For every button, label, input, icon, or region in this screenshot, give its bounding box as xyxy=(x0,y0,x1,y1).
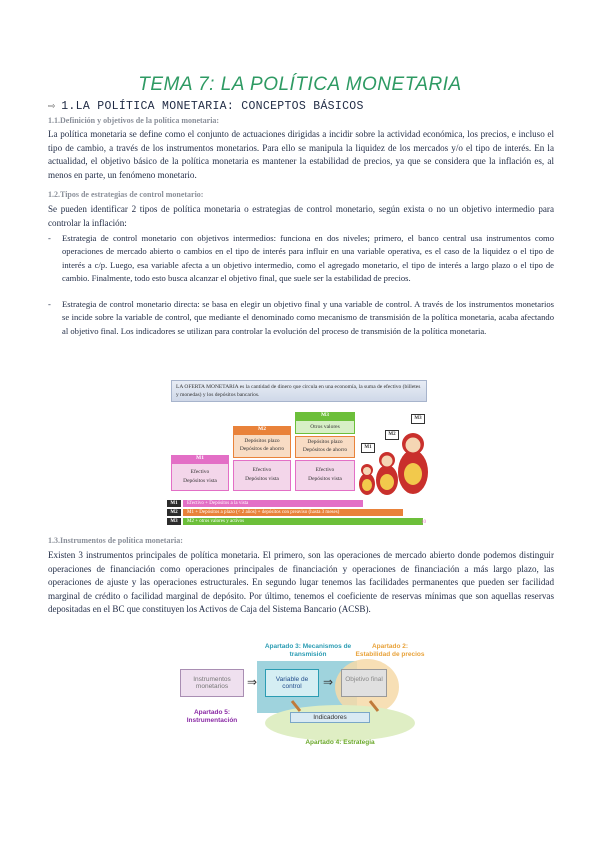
row-m3: M2 + otros valores y activos xyxy=(183,518,423,525)
m2-header xyxy=(233,426,291,434)
arrow-right-icon: ⇒ xyxy=(323,675,334,689)
m3-item: Depósitos vista xyxy=(308,476,342,482)
m2-upper-block xyxy=(233,434,291,458)
doll-small-icon xyxy=(359,464,375,495)
m3-bottom-block xyxy=(295,460,355,491)
m1-item: Efectivo xyxy=(190,469,210,475)
m3-item: Otros valores xyxy=(310,424,340,430)
paragraph-strategies: Se pueden identificar 2 tipos de política monetaria o estrategias de control monetario, según exista o no un objetivo intermedio para controlar la inflación: xyxy=(48,204,554,228)
m2-lower-block xyxy=(233,460,291,491)
arrow-right-icon: ⇒ xyxy=(247,675,258,689)
paragraph-definition: La política monetaria se define como el conjunto de actuaciones dirigidas a incidir sobre la actividad económica, los precios, e incluso el tipo de cambio, a través de los instrumentos monetarios. Para ello se manipula la liquidez de los mercados y/o el tipo de interés. En la actualidad, el objetivo básico de la política monetaria es mantener la estabilidad de precios, ya que se considera que la inflación es, al menos en parte, un fenómeno monetario. xyxy=(48,129,554,180)
m3-label: M3 xyxy=(321,412,329,418)
m3-item: Depósitos de ahorro xyxy=(302,447,348,453)
m1-header xyxy=(171,455,229,463)
m1-item: Depósitos vista xyxy=(183,478,217,484)
row-m1: Efectivo + Depósitos a la vista xyxy=(183,500,363,507)
indicadores-box: Indicadores xyxy=(290,712,370,723)
subsection-1-1: 1.1.Definición y objetivos de la política monetaria: xyxy=(48,116,220,125)
row-label-m2: M2 xyxy=(167,509,181,516)
subsection-1-2: 1.2.Tipos de estrategias de control monetario: xyxy=(48,190,204,199)
instrumentos-box: Instrumentos monetarios xyxy=(180,669,244,697)
list-item-strategy-direct xyxy=(48,298,554,338)
arrow-right-icon: ⇨ xyxy=(48,100,56,113)
apartado-2-label: Apartado 2: Estabilidad de precios xyxy=(355,643,425,658)
m2-item: Depósitos plazo xyxy=(244,438,280,444)
m3-mid-block xyxy=(295,436,355,458)
doll-label-m3: M3 xyxy=(411,414,425,424)
bullet-dash: - xyxy=(48,233,51,243)
m1-label: M1 xyxy=(196,455,204,461)
figure-page-number: 10 xyxy=(421,520,426,525)
bullet-text: Estrategia de control monetario directa: se basa en elegir un objetivo final y una variable de control. A través de los instrumentos monetarios se incide sobre la variable de control, que mediante el denominado como mecanismo de transmisión de la política monetaria, acaba afectando al objetivo final. Los indicadores se utilizan para controlar la evolución del proceso de transmisión de la política monetaria. xyxy=(62,299,554,336)
variable-control-box: Variable de control xyxy=(265,669,319,697)
m2-label: M2 xyxy=(258,426,266,432)
row-label-m1: M1 xyxy=(167,500,181,507)
paragraph-instruments: Existen 3 instrumentos principales de política monetaria. El primero, son las operaciones de mercado abierto donde podemos distinguir operaciones de financiación como operaciones principales de financiación y operaciones de financiación a más largo plazo, las operaciones de ajuste y las operaciones estructurales. En segundo lugar tenemos las facilidades permanentes que pueden ser facilidad marginal de crédito o facilidad marginal de depósito. Por último, tenemos el coeficiente de reservas mínimas que son aquellas reservas depositadas en el BC que constituyen los Activos de Caja del Sistema Bancario (ACSB). xyxy=(48,550,554,615)
m3-item: Depósitos plazo xyxy=(307,439,343,445)
money-supply-figure xyxy=(165,380,433,528)
figure-banner: LA OFERTA MONETARIA es la cantidad de dinero que circula en una economía, la suma de efectivo (billetes y monedas) y los depósitos bancarios. xyxy=(171,380,427,402)
row-label-m3: M3 xyxy=(167,518,181,525)
m3-top-block xyxy=(295,420,355,434)
m2-item: Efectivo xyxy=(252,467,272,473)
section-heading-text: 1.LA POLÍTICA MONETARIA: CONCEPTOS BÁSICOS xyxy=(61,100,364,113)
doll-label-m1: M1 xyxy=(361,443,375,453)
subsection-1-3: 1.3.Instrumentos de política monetaria: xyxy=(48,536,183,545)
m3-item: Efectivo xyxy=(315,467,335,473)
apartado-4-label: Apartado 4: Estrategia xyxy=(305,739,375,746)
m1-block xyxy=(171,463,229,491)
row-m2: M1 + Depósitos a plazo (< 2 años) + depósitos con preaviso (hasta 3 meses) xyxy=(183,509,403,516)
doll-label-m2: M2 xyxy=(385,430,399,440)
apartado-5-label: Apartado 5: Instrumentación xyxy=(186,709,238,724)
m2-item: Depósitos vista xyxy=(245,476,279,482)
objetivo-final-box: Objetivo final xyxy=(341,669,387,697)
bullet-text: Estrategia de control monetario con objetivos intermedios: funciona en dos niveles; primero, el banco central usa instrumentos como operaciones de mercado abierto o cambios en el tipo de interés para influir en una variable operativa, es el caso de la liquidez o el tipo de interés a c/p. Luego, esa variable afecta a un objetivo intermedio, como el agregado monetario, el tipo de interés a largo plazo o el tipo de cambio. Finalmente, todo esto busca alcanzar el objetivo final, que suele ser la estabilidad de precios. xyxy=(62,233,554,284)
doll-large-icon xyxy=(398,433,428,494)
doll-medium-icon xyxy=(376,452,398,495)
m2-item: Depósitos de ahorro xyxy=(239,446,285,452)
apartado-3-label: Apartado 3: Mecanismos de transmisión xyxy=(264,643,352,658)
section-heading xyxy=(48,98,364,113)
bullet-dash: - xyxy=(48,299,51,309)
page-title: TEMA 7: LA POLÍTICA MONETARIA xyxy=(138,74,462,95)
m3-header xyxy=(295,412,355,420)
strategy-diagram xyxy=(175,643,425,748)
list-item-strategy-intermediate xyxy=(48,232,554,286)
